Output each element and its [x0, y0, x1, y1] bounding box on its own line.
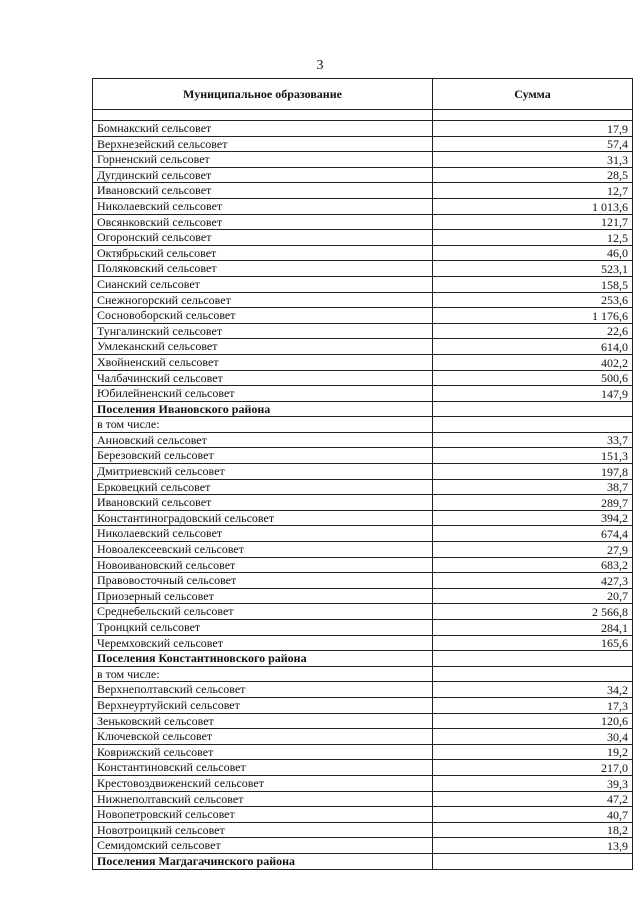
- sum-cell: 33,7: [433, 432, 633, 448]
- municipality-name-cell: Чалбачинский сельсовет: [93, 370, 433, 386]
- sum-cell: 18,2: [433, 822, 633, 838]
- sum-cell: 47,2: [433, 791, 633, 807]
- municipality-name-cell: в том числе:: [93, 417, 433, 433]
- municipality-name-cell: Хвойненский сельсовет: [93, 354, 433, 370]
- municipality-name-cell: Октябрьский сельсовет: [93, 245, 433, 261]
- table-row: [93, 729, 633, 745]
- municipality-name-cell: Поселения Ивановского района: [93, 401, 433, 417]
- table-row: [93, 167, 633, 183]
- sum-cell: 121,7: [433, 214, 633, 230]
- municipality-name-cell: Юбилейненский сельсовет: [93, 386, 433, 402]
- table-row: [93, 276, 633, 292]
- municipality-name-cell: Новопетровский сельсовет: [93, 807, 433, 823]
- sums-table: [92, 78, 633, 870]
- municipality-name-cell: Приозерный сельсовет: [93, 588, 433, 604]
- sum-cell: [433, 401, 633, 417]
- sum-cell: 30,4: [433, 729, 633, 745]
- table-row: [93, 152, 633, 168]
- municipality-name-cell: Ключевской сельсовет: [93, 729, 433, 745]
- table-row: [93, 136, 633, 152]
- table-row: [93, 339, 633, 355]
- municipality-name-cell: Новоивановский сельсовет: [93, 557, 433, 573]
- table-row: [93, 775, 633, 791]
- table-row: [93, 292, 633, 308]
- municipality-name-cell: Верхнезейский сельсовет: [93, 136, 433, 152]
- sum-cell: 1 013,6: [433, 198, 633, 214]
- municipality-name-cell: Зеньковский сельсовет: [93, 713, 433, 729]
- sum-cell: 614,0: [433, 339, 633, 355]
- sum-cell: 289,7: [433, 495, 633, 511]
- sum-cell: 151,3: [433, 448, 633, 464]
- note-row: [93, 417, 633, 433]
- municipality-name-cell: Бомнакский сельсовет: [93, 121, 433, 137]
- table-row: [93, 370, 633, 386]
- note-row: [93, 666, 633, 682]
- municipality-name-cell: Березовский сельсовет: [93, 448, 433, 464]
- table-row: [93, 464, 633, 480]
- table-row: [93, 261, 633, 277]
- table-row: [93, 822, 633, 838]
- municipality-name-cell: Овсянковский сельсовет: [93, 214, 433, 230]
- table-row: [93, 713, 633, 729]
- spacer-cell: [93, 110, 433, 121]
- table-row: [93, 245, 633, 261]
- sum-cell: 427,3: [433, 573, 633, 589]
- sum-cell: 20,7: [433, 588, 633, 604]
- sum-cell: 19,2: [433, 744, 633, 760]
- municipality-name-cell: Константиноградовский сельсовет: [93, 510, 433, 526]
- municipality-name-cell: Дмитриевский сельсовет: [93, 464, 433, 480]
- municipality-name-cell: Умлеканский сельсовет: [93, 339, 433, 355]
- table-row: [93, 510, 633, 526]
- municipality-name-cell: Семидомский сельсовет: [93, 838, 433, 854]
- section-row: [93, 853, 633, 869]
- municipality-name-cell: Горненский сельсовет: [93, 152, 433, 168]
- section-row: [93, 401, 633, 417]
- sum-cell: [433, 651, 633, 667]
- municipality-name-cell: Коврижский сельсовет: [93, 744, 433, 760]
- municipality-name-cell: Николаевский сельсовет: [93, 526, 433, 542]
- sum-cell: 120,6: [433, 713, 633, 729]
- municipality-name-cell: Анновский сельсовет: [93, 432, 433, 448]
- table-row: [93, 121, 633, 137]
- sum-cell: 2 566,8: [433, 604, 633, 620]
- sum-cell: 13,9: [433, 838, 633, 854]
- municipality-name-cell: Ерковецкий сельсовет: [93, 479, 433, 495]
- sum-cell: 402,2: [433, 354, 633, 370]
- table-row: [93, 697, 633, 713]
- municipality-name-cell: Поселения Магдагачинского района: [93, 853, 433, 869]
- table-row: [93, 230, 633, 246]
- sum-cell: [433, 853, 633, 869]
- sum-cell: 12,7: [433, 183, 633, 199]
- municipality-name-cell: Сосновоборский сельсовет: [93, 308, 433, 324]
- municipality-name-cell: Ивановский сельсовет: [93, 183, 433, 199]
- sum-cell: 394,2: [433, 510, 633, 526]
- table-row: [93, 479, 633, 495]
- table-row: [93, 557, 633, 573]
- sum-cell: 147,9: [433, 386, 633, 402]
- table-row: [93, 807, 633, 823]
- table-row: [93, 682, 633, 698]
- municipality-name-cell: Черемховский сельсовет: [93, 635, 433, 651]
- table-row: [93, 635, 633, 651]
- sum-cell: 1 176,6: [433, 308, 633, 324]
- sum-cell: 27,9: [433, 542, 633, 558]
- municipality-name-cell: Нижнеполтавский сельсовет: [93, 791, 433, 807]
- table-row: [93, 542, 633, 558]
- sum-cell: 38,7: [433, 479, 633, 495]
- table-header-row: [93, 79, 633, 110]
- table-row: [93, 323, 633, 339]
- sum-cell: 284,1: [433, 620, 633, 636]
- table-row: [93, 198, 633, 214]
- municipality-name-cell: Ивановский сельсовет: [93, 495, 433, 511]
- sum-cell: 40,7: [433, 807, 633, 823]
- municipality-name-cell: Дугдинский сельсовет: [93, 167, 433, 183]
- sum-cell: 17,3: [433, 697, 633, 713]
- municipality-name-cell: Поляковский сельсовет: [93, 261, 433, 277]
- sum-cell: 158,5: [433, 276, 633, 292]
- sum-cell: 217,0: [433, 760, 633, 776]
- sum-cell: 500,6: [433, 370, 633, 386]
- municipality-name-cell: Верхнеполтавский сельсовет: [93, 682, 433, 698]
- municipality-name-cell: Поселения Константиновского района: [93, 651, 433, 667]
- table-row: [93, 526, 633, 542]
- header-spacer-row: [93, 110, 633, 121]
- sum-cell: 253,6: [433, 292, 633, 308]
- table-row: [93, 354, 633, 370]
- sum-cell: 523,1: [433, 261, 633, 277]
- table-row: [93, 744, 633, 760]
- table-row: [93, 791, 633, 807]
- table-row: [93, 573, 633, 589]
- municipality-name-cell: Крестовоздвиженский сельсовет: [93, 775, 433, 791]
- sum-cell: 17,9: [433, 121, 633, 137]
- municipality-name-cell: Правовосточный сельсовет: [93, 573, 433, 589]
- municipality-name-cell: Среднебельский сельсовет: [93, 604, 433, 620]
- table-row: [93, 620, 633, 636]
- municipality-name-cell: Новоалексеевский сельсовет: [93, 542, 433, 558]
- table-row: [93, 448, 633, 464]
- table-body: [93, 121, 633, 870]
- sum-cell: 674,4: [433, 526, 633, 542]
- sum-cell: 46,0: [433, 245, 633, 261]
- header-municipality: Муниципальное образование: [93, 79, 433, 110]
- sum-cell: 39,3: [433, 775, 633, 791]
- spacer-cell: [433, 110, 633, 121]
- municipality-name-cell: в том числе:: [93, 666, 433, 682]
- municipality-name-cell: Константиновский сельсовет: [93, 760, 433, 776]
- sum-cell: 28,5: [433, 167, 633, 183]
- sum-cell: 34,2: [433, 682, 633, 698]
- sum-cell: 57,4: [433, 136, 633, 152]
- sum-cell: 22,6: [433, 323, 633, 339]
- municipality-name-cell: Тунгалинский сельсовет: [93, 323, 433, 339]
- municipality-name-cell: Новотроицкий сельсовет: [93, 822, 433, 838]
- table-row: [93, 588, 633, 604]
- page-number: 3: [316, 58, 324, 73]
- table-row: [93, 183, 633, 199]
- table-row: [93, 604, 633, 620]
- municipality-name-cell: Троицкий сельсовет: [93, 620, 433, 636]
- table-row: [93, 838, 633, 854]
- table-row: [93, 214, 633, 230]
- municipality-name-cell: Сианский сельсовет: [93, 276, 433, 292]
- table-row: [93, 495, 633, 511]
- table-row: [93, 386, 633, 402]
- municipality-name-cell: Огоронский сельсовет: [93, 230, 433, 246]
- table-row: [93, 308, 633, 324]
- sum-cell: 197,8: [433, 464, 633, 480]
- sum-cell: [433, 417, 633, 433]
- municipality-name-cell: Николаевский сельсовет: [93, 198, 433, 214]
- section-row: [93, 651, 633, 667]
- table-row: [93, 432, 633, 448]
- sum-cell: 31,3: [433, 152, 633, 168]
- table-row: [93, 760, 633, 776]
- sum-cell: 12,5: [433, 230, 633, 246]
- sum-cell: 683,2: [433, 557, 633, 573]
- sum-cell: [433, 666, 633, 682]
- sum-cell: 165,6: [433, 635, 633, 651]
- municipality-name-cell: Снежногорский сельсовет: [93, 292, 433, 308]
- municipality-name-cell: Верхнеуртуйский сельсовет: [93, 697, 433, 713]
- header-sum: Сумма: [433, 79, 633, 110]
